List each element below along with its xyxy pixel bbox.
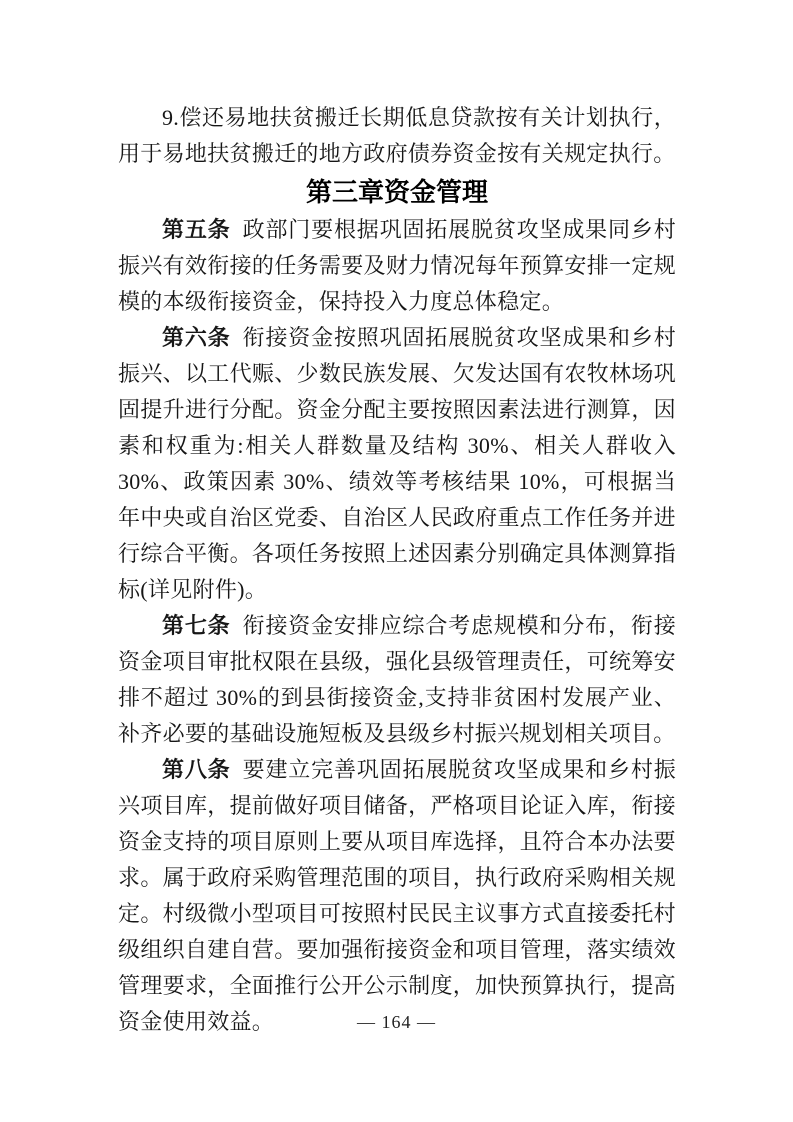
page-number: — 164 — <box>357 1012 436 1032</box>
article-8-text: 要建立完善巩固拓展脱贫攻坚成果和乡村振兴项目库，提前做好项目储备，严格项目论证入库，衔接资金支持的项目原则上要从项目库选择，且符合本办法要求。属于政府采购管理范围的项目，执行政府采购相关规定。村级微小型项目可按照村民民主议事方式直接委托村级组织自建自营。要加强衔接资金和项目管理，落实绩效管理要求，全面推行公开公示制度，加快预算执行，提高资金使用效益。 <box>118 757 676 1034</box>
article-6-paragraph <box>118 320 676 608</box>
article-5-paragraph <box>118 212 676 320</box>
article-8-paragraph <box>118 752 676 1040</box>
article-7-paragraph <box>118 608 676 752</box>
article-7-text: 衔接资金安排应综合考虑规模和分布，衔接资金项目审批权限在县级，强化县级管理责任，可统筹安排不超过 30%的到县街接资金,支持非贫困村发展产业、补齐必要的基础设施短板及县级乡村振兴规划相关项目。 <box>118 613 676 746</box>
article-5-text: 政部门要根据巩固拓展脱贫攻坚成果同乡村振兴有效衔接的任务需要及财力情况每年预算安排一定规模的本级衔接资金，保持投入力度总体稳定。 <box>118 217 676 314</box>
article-6-lead: 第六条 <box>162 325 231 350</box>
chapter-heading: 第三章资金管理 <box>305 177 488 207</box>
article-8-lead: 第八条 <box>162 757 231 782</box>
paragraph-text: 9.偿还易地扶贫搬迁长期低息贷款按有关计划执行，用于易地扶贫搬迁的地方政府债券资金按有关规定执行。 <box>118 105 676 166</box>
article-6-text: 衔接资金按照巩固拓展脱贫攻坚成果和乡村振兴、以工代赈、少数民族发展、欠发达国有农牧林场巩固提升进行分配。资金分配主要按照因素法进行测算，因素和权重为:相关人群数量及结构 30%、相关人群收入 30%、政策因素 30%、绩效等考核结果 10%，可根据当年中央或自治区党委、自治区人民政府重点工作任务并进行综合平衡。各项任务按照上述因素分别确定具体测算指标(详见附件)。 <box>118 325 676 602</box>
document-content <box>118 100 676 1040</box>
article-5-lead: 第五条 <box>162 217 231 242</box>
article-7-lead: 第七条 <box>162 613 231 638</box>
paragraph-item-9 <box>118 100 676 172</box>
